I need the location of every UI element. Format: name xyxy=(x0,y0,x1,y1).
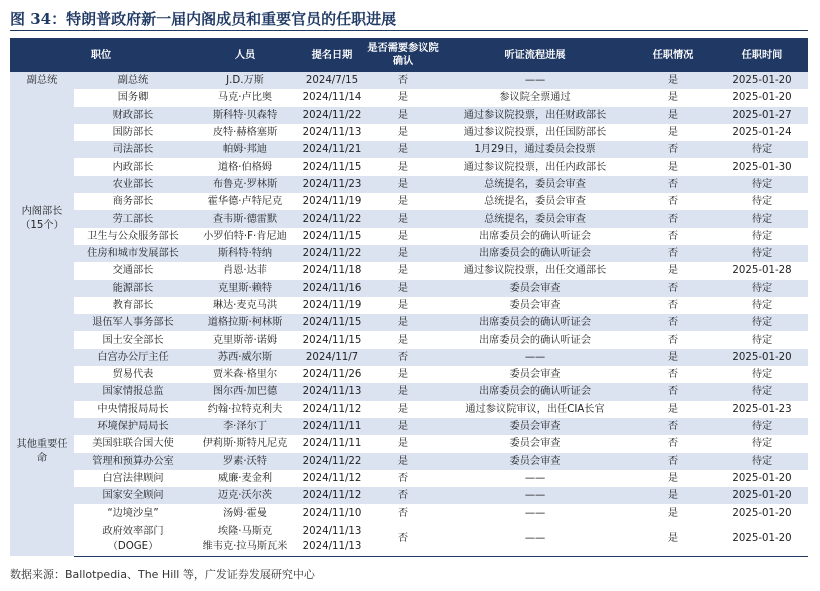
cell-position: 财政部长 xyxy=(74,107,192,124)
cell-nomination-date: 2024/11/15 xyxy=(302,161,362,173)
cell-hearing-progress: 出席委员会的确认听证会 xyxy=(440,314,630,331)
cell-nomination-date: 2024/11/22 xyxy=(298,107,366,124)
cell-status: 否 xyxy=(667,300,679,311)
cell-hearing-progress: —— xyxy=(440,487,630,504)
table-row xyxy=(10,210,808,227)
cell-hearing-progress: 出席委员会的确认听证会 xyxy=(440,245,630,262)
cell-status: 否 xyxy=(630,280,716,297)
header-status: 任职情况 xyxy=(630,38,716,72)
appointments-table xyxy=(10,38,808,557)
cell-person: 斯科特·特纳 xyxy=(192,245,298,262)
cell-status: 否 xyxy=(667,230,679,242)
cell-hearing-progress: 委员会审查 xyxy=(509,369,561,381)
cell-senate-confirmation: 否 xyxy=(397,472,409,484)
cell-hearing-progress: 通过参议院投票，出任国防部长 xyxy=(463,127,607,139)
cell-status: 否 xyxy=(667,438,679,450)
cell-senate-confirmation: 否 xyxy=(397,507,409,519)
cell-hearing-progress: 出席委员会的确认听证会 xyxy=(440,383,630,400)
table-row xyxy=(10,331,808,348)
cell-senate-confirmation: 是 xyxy=(366,245,440,262)
cell-hearing-progress: —— xyxy=(524,507,546,519)
cell-senate-confirmation: 是 xyxy=(366,314,440,331)
cell-status: 是 xyxy=(667,161,679,173)
cell-start-date: 2025-01-20 xyxy=(732,92,792,104)
cell-status: 否 xyxy=(630,418,716,435)
cell-status: 是 xyxy=(630,107,716,124)
cell-hearing-progress: 通过参议院审议，出任CIA长官 xyxy=(465,403,605,415)
cell-person: 李·泽尔丁 xyxy=(192,418,298,435)
cell-senate-confirmation: 否 xyxy=(366,72,440,89)
cell-position: 环境保护局局长 xyxy=(74,418,192,435)
cell-nomination-date: 2024/7/15 xyxy=(298,72,366,89)
cell-person: 肖恩·达菲 xyxy=(223,265,267,277)
cell-status: 是 xyxy=(667,92,679,104)
cell-position: 卫生与公众服务部长 xyxy=(87,230,179,242)
table-row xyxy=(10,89,808,106)
cell-senate-confirmation: 是 xyxy=(366,383,440,400)
table-row xyxy=(10,228,808,245)
cell-senate-confirmation: 是 xyxy=(397,369,409,381)
cell-start-date: 2025-01-23 xyxy=(732,403,792,415)
cell-start-date: 2025-01-20 xyxy=(716,522,808,557)
cell-hearing-progress: —— xyxy=(440,72,630,89)
cell-start-date: 2025-01-24 xyxy=(732,127,792,139)
cell-person: 苏西·威尔斯 xyxy=(192,349,298,366)
cell-nomination-date: 2024/11/22 xyxy=(298,210,366,227)
table-row xyxy=(10,176,808,193)
cell-person: 伊莉斯·斯特凡尼克 xyxy=(202,438,288,450)
cell-start-date: 待定 xyxy=(716,453,808,470)
cell-position: 内政部长 xyxy=(112,161,154,173)
cell-nomination-date: 2024/11/26 xyxy=(302,369,362,381)
header-person: 人员 xyxy=(192,38,298,72)
cell-nomination-date: 2024/11/19 xyxy=(302,196,362,208)
cell-start-date: 2025-01-27 xyxy=(716,107,808,124)
cell-position: 中央情报局局长 xyxy=(97,403,169,415)
cell-person: 小罗伯特·F·肯尼迪 xyxy=(203,230,287,242)
cell-hearing-progress: 总统提名，委员会审查 xyxy=(440,210,630,227)
cell-person: J.D.万斯 xyxy=(192,72,298,89)
cell-position: 能源部长 xyxy=(74,280,192,297)
cell-senate-confirmation: 是 xyxy=(366,141,440,158)
cell-person: 罗素·沃特 xyxy=(192,453,298,470)
cell-start-date: 待定 xyxy=(716,176,808,193)
cell-start-date: 待定 xyxy=(716,280,808,297)
cell-status: 否 xyxy=(630,176,716,193)
cell-status: 是 xyxy=(667,127,679,139)
cell-position: 国务卿 xyxy=(117,92,149,104)
cell-hearing-progress: 总统提名，委员会审查 xyxy=(440,176,630,193)
cell-senate-confirmation: 是 xyxy=(397,161,409,173)
cell-senate-confirmation: 是 xyxy=(366,107,440,124)
table-row xyxy=(10,262,808,279)
table-row xyxy=(10,193,808,210)
cell-senate-confirmation: 是 xyxy=(397,265,409,277)
cell-person-line1: 埃隆·马斯克 xyxy=(217,525,273,537)
cell-senate-confirmation: 是 xyxy=(397,334,409,346)
cell-status: 是 xyxy=(667,403,679,415)
table-row xyxy=(10,453,808,470)
cell-nomination-date xyxy=(298,522,366,557)
cell-start-date: 待定 xyxy=(716,418,808,435)
cell-status: 是 xyxy=(630,522,716,557)
cell-start-date: 2025-01-30 xyxy=(732,161,792,173)
cell-start-date: 2025-01-28 xyxy=(732,265,792,277)
header-hearing-progress: 听证流程进展 xyxy=(440,38,630,72)
cell-status: 是 xyxy=(630,72,716,89)
cell-status: 是 xyxy=(630,349,716,366)
cell-position: 国家安全顾问 xyxy=(74,487,192,504)
category-vice-president: 副总统 xyxy=(10,72,74,89)
cell-start-date: 待定 xyxy=(716,210,808,227)
cell-position-line2: （DOGE） xyxy=(107,540,159,552)
cell-nomination-date: 2024/11/18 xyxy=(302,265,362,277)
cell-hearing-progress: —— xyxy=(524,472,546,484)
cell-nomination-date: 2024/11/11 xyxy=(302,438,362,450)
cell-status: 否 xyxy=(667,196,679,208)
cell-status: 是 xyxy=(667,472,679,484)
cell-person: 查韦斯·德雷默 xyxy=(192,210,298,227)
cell-senate-confirmation: 是 xyxy=(397,92,409,104)
cell-position xyxy=(74,522,192,557)
cell-start-date: 2025-01-20 xyxy=(716,349,808,366)
cell-position: “边境沙皇” xyxy=(107,507,159,519)
cell-nomination-date: 2024/11/15 xyxy=(302,230,362,242)
cell-senate-confirmation: 是 xyxy=(397,438,409,450)
cell-start-date: 待定 xyxy=(751,196,773,208)
cell-status: 是 xyxy=(667,507,679,519)
cell-senate-confirmation: 否 xyxy=(366,487,440,504)
cell-status: 否 xyxy=(630,383,716,400)
cell-nomination-date: 2024/11/23 xyxy=(298,176,366,193)
cell-senate-confirmation: 是 xyxy=(397,196,409,208)
cell-nomination-date-line2: 2024/11/13 xyxy=(302,540,362,552)
cell-status: 否 xyxy=(630,453,716,470)
cell-start-date: 待定 xyxy=(716,141,808,158)
cell-start-date: 待定 xyxy=(716,245,808,262)
cell-person: 迈克·沃尔茨 xyxy=(192,487,298,504)
table-row xyxy=(10,504,808,521)
cell-person: 克里斯蒂·诺姆 xyxy=(212,334,278,346)
table-row xyxy=(10,366,808,383)
table-row xyxy=(10,487,808,504)
category-other-appointments: 其他重要任命 xyxy=(10,349,74,556)
cell-hearing-progress: 出席委员会的确认听证会 xyxy=(478,230,592,242)
cell-position: 教育部长 xyxy=(112,300,154,311)
cell-senate-confirmation: 是 xyxy=(366,176,440,193)
cell-status: 否 xyxy=(667,369,679,381)
cell-hearing-progress: 总统提名，委员会审查 xyxy=(484,196,586,208)
cell-person: 斯科特·贝森特 xyxy=(192,107,298,124)
header-nomination-date: 提名日期 xyxy=(298,38,366,72)
cell-hearing-progress: —— xyxy=(440,522,630,557)
header-senate-confirmation: 是否需要参议院确认 xyxy=(366,38,440,72)
table-row xyxy=(10,418,808,435)
cell-nomination-date: 2024/11/14 xyxy=(302,92,362,104)
cell-person: 马克·卢比奥 xyxy=(217,92,273,104)
table-row xyxy=(10,107,808,124)
cell-nomination-date: 2024/11/15 xyxy=(298,314,366,331)
cell-nomination-date: 2024/11/12 xyxy=(302,403,362,415)
cell-person: 布鲁克·罗林斯 xyxy=(192,176,298,193)
table-row xyxy=(10,280,808,297)
cell-nomination-date: 2024/11/22 xyxy=(298,245,366,262)
cell-position: 劳工部长 xyxy=(74,210,192,227)
cell-nomination-date: 2024/11/11 xyxy=(298,418,366,435)
table-row xyxy=(10,401,808,418)
cell-position: 国防部长 xyxy=(112,127,154,139)
cell-position: 司法部长 xyxy=(74,141,192,158)
cell-senate-confirmation: 是 xyxy=(397,230,409,242)
cell-nomination-date: 2024/11/10 xyxy=(302,507,362,519)
cell-person-line2: 维韦克·拉马斯瓦米 xyxy=(202,540,288,552)
cell-hearing-progress: 通过参议院投票，出任交通部长 xyxy=(463,265,607,277)
cell-position-line1: 政府效率部门 xyxy=(102,525,164,537)
cell-person: 克里斯·赖特 xyxy=(192,280,298,297)
cell-person: 霍华德·卢特尼克 xyxy=(207,196,283,208)
table-row xyxy=(10,383,808,400)
cell-position: 商务部长 xyxy=(112,196,154,208)
cell-hearing-progress: 委员会审查 xyxy=(509,438,561,450)
cell-nomination-date: 2024/11/21 xyxy=(298,141,366,158)
table-row xyxy=(10,522,808,557)
cell-status: 是 xyxy=(630,487,716,504)
cell-person: 贾米森·格里尔 xyxy=(212,369,278,381)
header-position: 职位 xyxy=(10,38,192,72)
cell-position: 交通部长 xyxy=(112,265,154,277)
cell-hearing-progress: 委员会审查 xyxy=(440,453,630,470)
cell-start-date: 2025-01-20 xyxy=(716,72,808,89)
cell-hearing-progress: 委员会审查 xyxy=(440,418,630,435)
category-cabinet: 内阁部长（15个） xyxy=(10,89,74,348)
cell-hearing-progress: 1月29日，通过委员会投票 xyxy=(440,141,630,158)
cell-person: 道格拉斯·柯林斯 xyxy=(192,314,298,331)
cell-start-date: 2025-01-20 xyxy=(732,472,792,484)
cell-start-date: 2025-01-20 xyxy=(732,507,792,519)
cell-person xyxy=(192,522,298,557)
cell-hearing-progress: 委员会审查 xyxy=(440,280,630,297)
table-row xyxy=(10,314,808,331)
table-row xyxy=(10,158,808,175)
cell-position: 白宫办公厅主任 xyxy=(74,349,192,366)
cell-nomination-date: 2024/11/12 xyxy=(302,472,362,484)
cell-status: 否 xyxy=(630,314,716,331)
cell-nomination-date: 2024/11/19 xyxy=(302,300,362,311)
source-note: 数据来源：Ballotpedia、The Hill 等，广发证券发展研究中心 xyxy=(10,568,315,581)
table-row xyxy=(10,245,808,262)
table-row xyxy=(10,435,808,452)
cell-start-date: 待定 xyxy=(716,383,808,400)
cell-hearing-progress: 通过参议院投票，出任财政部长 xyxy=(440,107,630,124)
cell-person: 图尔西·加巴德 xyxy=(192,383,298,400)
cell-position: 退伍军人事务部长 xyxy=(74,314,192,331)
cell-position: 白宫法律顾问 xyxy=(102,472,164,484)
table-header-row xyxy=(10,38,808,72)
cell-senate-confirmation: 否 xyxy=(366,349,440,366)
cell-hearing-progress: 委员会审查 xyxy=(509,300,561,311)
cell-status: 否 xyxy=(667,334,679,346)
cell-senate-confirmation: 否 xyxy=(366,522,440,557)
title-rule xyxy=(10,30,808,31)
cell-person: 约翰·拉特克利夫 xyxy=(207,403,283,415)
cell-position: 住房和城市发展部长 xyxy=(74,245,192,262)
cell-position: 管理和预算办公室 xyxy=(74,453,192,470)
cell-nomination-date: 2024/11/13 xyxy=(298,383,366,400)
cell-position: 国土安全部长 xyxy=(102,334,164,346)
cell-hearing-progress: 出席委员会的确认听证会 xyxy=(478,334,592,346)
cell-nomination-date: 2024/11/7 xyxy=(298,349,366,366)
cell-position: 国家情报总监 xyxy=(74,383,192,400)
header-start-date: 任职时间 xyxy=(716,38,808,72)
cell-status: 是 xyxy=(667,265,679,277)
cell-position: 贸易代表 xyxy=(112,369,154,381)
cell-person: 琳达·麦克马洪 xyxy=(212,300,278,311)
cell-start-date: 待定 xyxy=(751,438,773,450)
cell-nomination-date: 2024/11/22 xyxy=(298,453,366,470)
cell-position: 农业部长 xyxy=(74,176,192,193)
table-row xyxy=(10,297,808,314)
table-row xyxy=(10,124,808,141)
cell-start-date: 待定 xyxy=(751,300,773,311)
cell-status: 否 xyxy=(630,245,716,262)
cell-senate-confirmation: 是 xyxy=(397,300,409,311)
cell-senate-confirmation: 是 xyxy=(366,210,440,227)
cell-person: 汤姆·霍曼 xyxy=(223,507,267,519)
table-row xyxy=(10,141,808,158)
cell-start-date: 2025-01-20 xyxy=(716,487,808,504)
table-row xyxy=(10,349,808,366)
cell-start-date: 待定 xyxy=(751,369,773,381)
cell-person: 道格·伯格姆 xyxy=(217,161,273,173)
cell-position: 副总统 xyxy=(74,72,192,89)
cell-person: 帕姆·邦迪 xyxy=(192,141,298,158)
cell-position: 美国驻联合国大使 xyxy=(92,438,174,450)
figure-title: 图 34：特朗普政府新一届内阁成员和重要官员的任职进展 xyxy=(10,10,397,28)
cell-senate-confirmation: 是 xyxy=(366,418,440,435)
cell-senate-confirmation: 是 xyxy=(397,403,409,415)
cell-hearing-progress: —— xyxy=(440,349,630,366)
cell-start-date: 待定 xyxy=(716,314,808,331)
cell-status: 否 xyxy=(630,210,716,227)
cell-nomination-date: 2024/11/15 xyxy=(302,334,362,346)
cell-person: 威廉·麦金利 xyxy=(217,472,273,484)
cell-nomination-date-line1: 2024/11/13 xyxy=(302,525,362,537)
cell-hearing-progress: 通过参议院投票，出任内政部长 xyxy=(463,161,607,173)
cell-nomination-date: 2024/11/16 xyxy=(298,280,366,297)
cell-status: 否 xyxy=(630,141,716,158)
cell-nomination-date: 2024/11/13 xyxy=(302,127,362,139)
cell-nomination-date: 2024/11/12 xyxy=(298,487,366,504)
cell-start-date: 待定 xyxy=(751,230,773,242)
cell-person: 皮特·赫格塞斯 xyxy=(212,127,278,139)
cell-start-date: 待定 xyxy=(751,334,773,346)
cell-senate-confirmation: 是 xyxy=(366,453,440,470)
cell-hearing-progress: 参议院全票通过 xyxy=(499,92,571,104)
cell-senate-confirmation: 是 xyxy=(397,127,409,139)
table-row xyxy=(10,470,808,487)
table-row xyxy=(10,72,808,89)
cell-senate-confirmation: 是 xyxy=(366,280,440,297)
